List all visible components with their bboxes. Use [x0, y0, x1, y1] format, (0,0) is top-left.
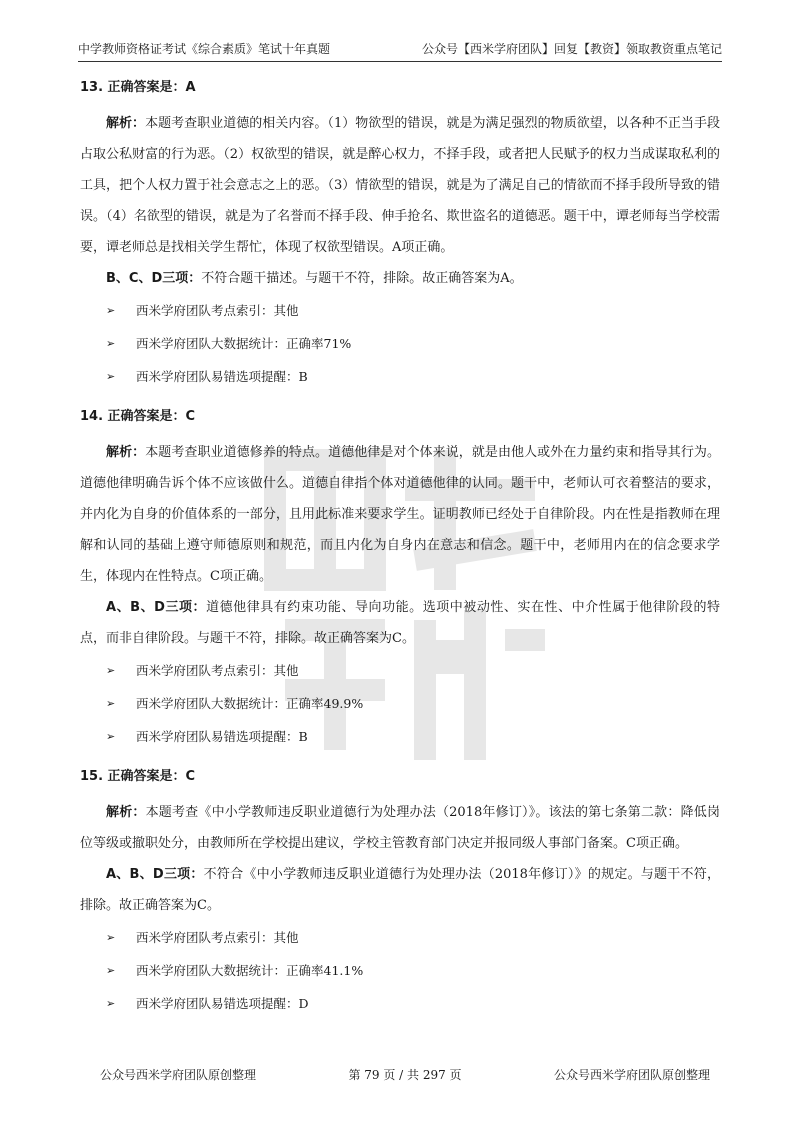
- list-item: [80, 327, 720, 360]
- list-item: [80, 720, 720, 753]
- analysis-paragraph: [80, 437, 720, 592]
- list-item: [80, 921, 720, 954]
- other-options-label: A、B、D三项：: [106, 867, 204, 882]
- analysis-label: 解析：: [106, 805, 146, 820]
- page-header: [78, 34, 722, 62]
- arrow-bullet-icon: ➢: [106, 337, 116, 350]
- bullet-text: 西米学府团队大数据统计：正确率41.1%: [136, 963, 364, 978]
- arrow-bullet-icon: ➢: [106, 664, 116, 677]
- analysis-text: 本题考查职业道德的相关内容。（1）物欲型的错误，就是为满足强烈的物质欲望，以各种不正当手段占取公私财富的行为恶。（2）权欲型的错误，就是醉心权力，不择手段，或者把人民赋予的权力当成谋取私利的工具，把个人权力置于社会意志之上的恶。（3）情欲型的错误，就是为了满足自己的情欲而不择手段所导致的错误。（4）名欲型的错误，就是为了名誉而不择手段、伸手抢名、欺世盗名的道德恶。题干中，谭老师每当学校需要，谭老师总是找相关学生帮忙，体现了权欲型错误。A项正确。: [80, 116, 720, 255]
- list-item: [80, 294, 720, 327]
- analysis-label: 解析：: [106, 445, 146, 460]
- answers-content: [80, 78, 720, 1034]
- arrow-bullet-icon: ➢: [106, 370, 116, 383]
- bullet-text: 西米学府团队考点索引：其他: [136, 663, 299, 678]
- other-options-label: A、B、D三项：: [106, 600, 207, 615]
- analysis-paragraph: [80, 108, 720, 263]
- list-item: [80, 987, 720, 1020]
- question-title: 15. 正确答案是：C: [80, 769, 196, 784]
- other-options-paragraph: [80, 592, 720, 654]
- arrow-bullet-icon: ➢: [106, 931, 116, 944]
- other-options-text: 不符合《中小学教师违反职业道德行为处理办法（2018年修订）》的规定。与题干不符，排除。故正确答案为C。: [80, 867, 720, 913]
- footer-right-text: 公众号西米学府团队原创整理: [553, 1068, 710, 1082]
- other-options-paragraph: [80, 859, 720, 921]
- other-options-paragraph: [80, 263, 720, 294]
- bullet-text: 西米学府团队考点索引：其他: [136, 303, 299, 318]
- header-left-text: 中学教师资格证考试《综合素质》笔试十年真题: [78, 42, 331, 56]
- question-title: 14. 正确答案是：C: [80, 409, 196, 424]
- list-item: [80, 654, 720, 687]
- question-title: 13. 正确答案是：A: [80, 80, 196, 95]
- arrow-bullet-icon: ➢: [106, 997, 116, 1010]
- page-number: 第 79 页 / 共 297 页: [348, 1068, 462, 1082]
- other-options-text: 道德他律具有约束功能、导向功能。选项中被动性、实在性、中介性属于他律阶段的特点，而非自律阶段。与题干不符，排除。故正确答案为C。: [80, 600, 720, 646]
- analysis-paragraph: [80, 797, 720, 859]
- bullet-text: 西米学府团队考点索引：其他: [136, 930, 299, 945]
- bullet-text: 西米学府团队大数据统计：正确率71%: [136, 336, 352, 351]
- bullet-text: 西米学府团队易错选项提醒：D: [136, 996, 309, 1011]
- footer-left-text: 公众号西米学府团队原创整理: [100, 1068, 257, 1082]
- arrow-bullet-icon: ➢: [106, 697, 116, 710]
- list-item: [80, 954, 720, 987]
- other-options-text: 不符合题干描述。与题干不符，排除。故正确答案为A。: [201, 271, 523, 286]
- arrow-bullet-icon: ➢: [106, 730, 116, 743]
- arrow-bullet-icon: ➢: [106, 964, 116, 977]
- arrow-bullet-icon: ➢: [106, 304, 116, 317]
- page-footer: [100, 1066, 710, 1083]
- list-item: [80, 687, 720, 720]
- analysis-label: 解析：: [106, 116, 146, 131]
- question-block-13: [80, 78, 720, 393]
- bullet-text: 西米学府团队易错选项提醒：B: [136, 369, 308, 384]
- other-options-label: B、C、D三项：: [106, 271, 202, 286]
- question-block-14: [80, 407, 720, 753]
- bullet-text: 西米学府团队大数据统计：正确率49.9%: [136, 696, 364, 711]
- list-item: [80, 360, 720, 393]
- header-right-text: 公众号【西米学府团队】回复【教资】领取教资重点笔记: [421, 42, 722, 56]
- analysis-text: 本题考查《中小学教师违反职业道德行为处理办法（2018年修订）》。该法的第七条第二款：降低岗位等级或撤职处分，由教师所在学校提出建议，学校主管教育部门决定并报同级人事部门备案。C项正确。: [80, 805, 720, 851]
- bullet-text: 西米学府团队易错选项提醒：B: [136, 729, 308, 744]
- question-block-15: [80, 767, 720, 1020]
- analysis-text: 本题考查职业道德修养的特点。道德他律是对个体来说，就是由他人或外在力量约束和指导其行为。道德他律明确告诉个体不应该做什么。道德自律指个体对道德他律的认同。题干中，老师认可衣着整洁的要求，并内化为自身的价值体系的一部分，且用此标准来要求学生。证明教师已经处于自律阶段。内在性是指教师在理解和认同的基础上遵守师德原则和规范，而且内化为自身内在意志和信念。题干中，老师用内在的信念要求学生，体现内在性特点。C项正确。: [80, 445, 720, 584]
